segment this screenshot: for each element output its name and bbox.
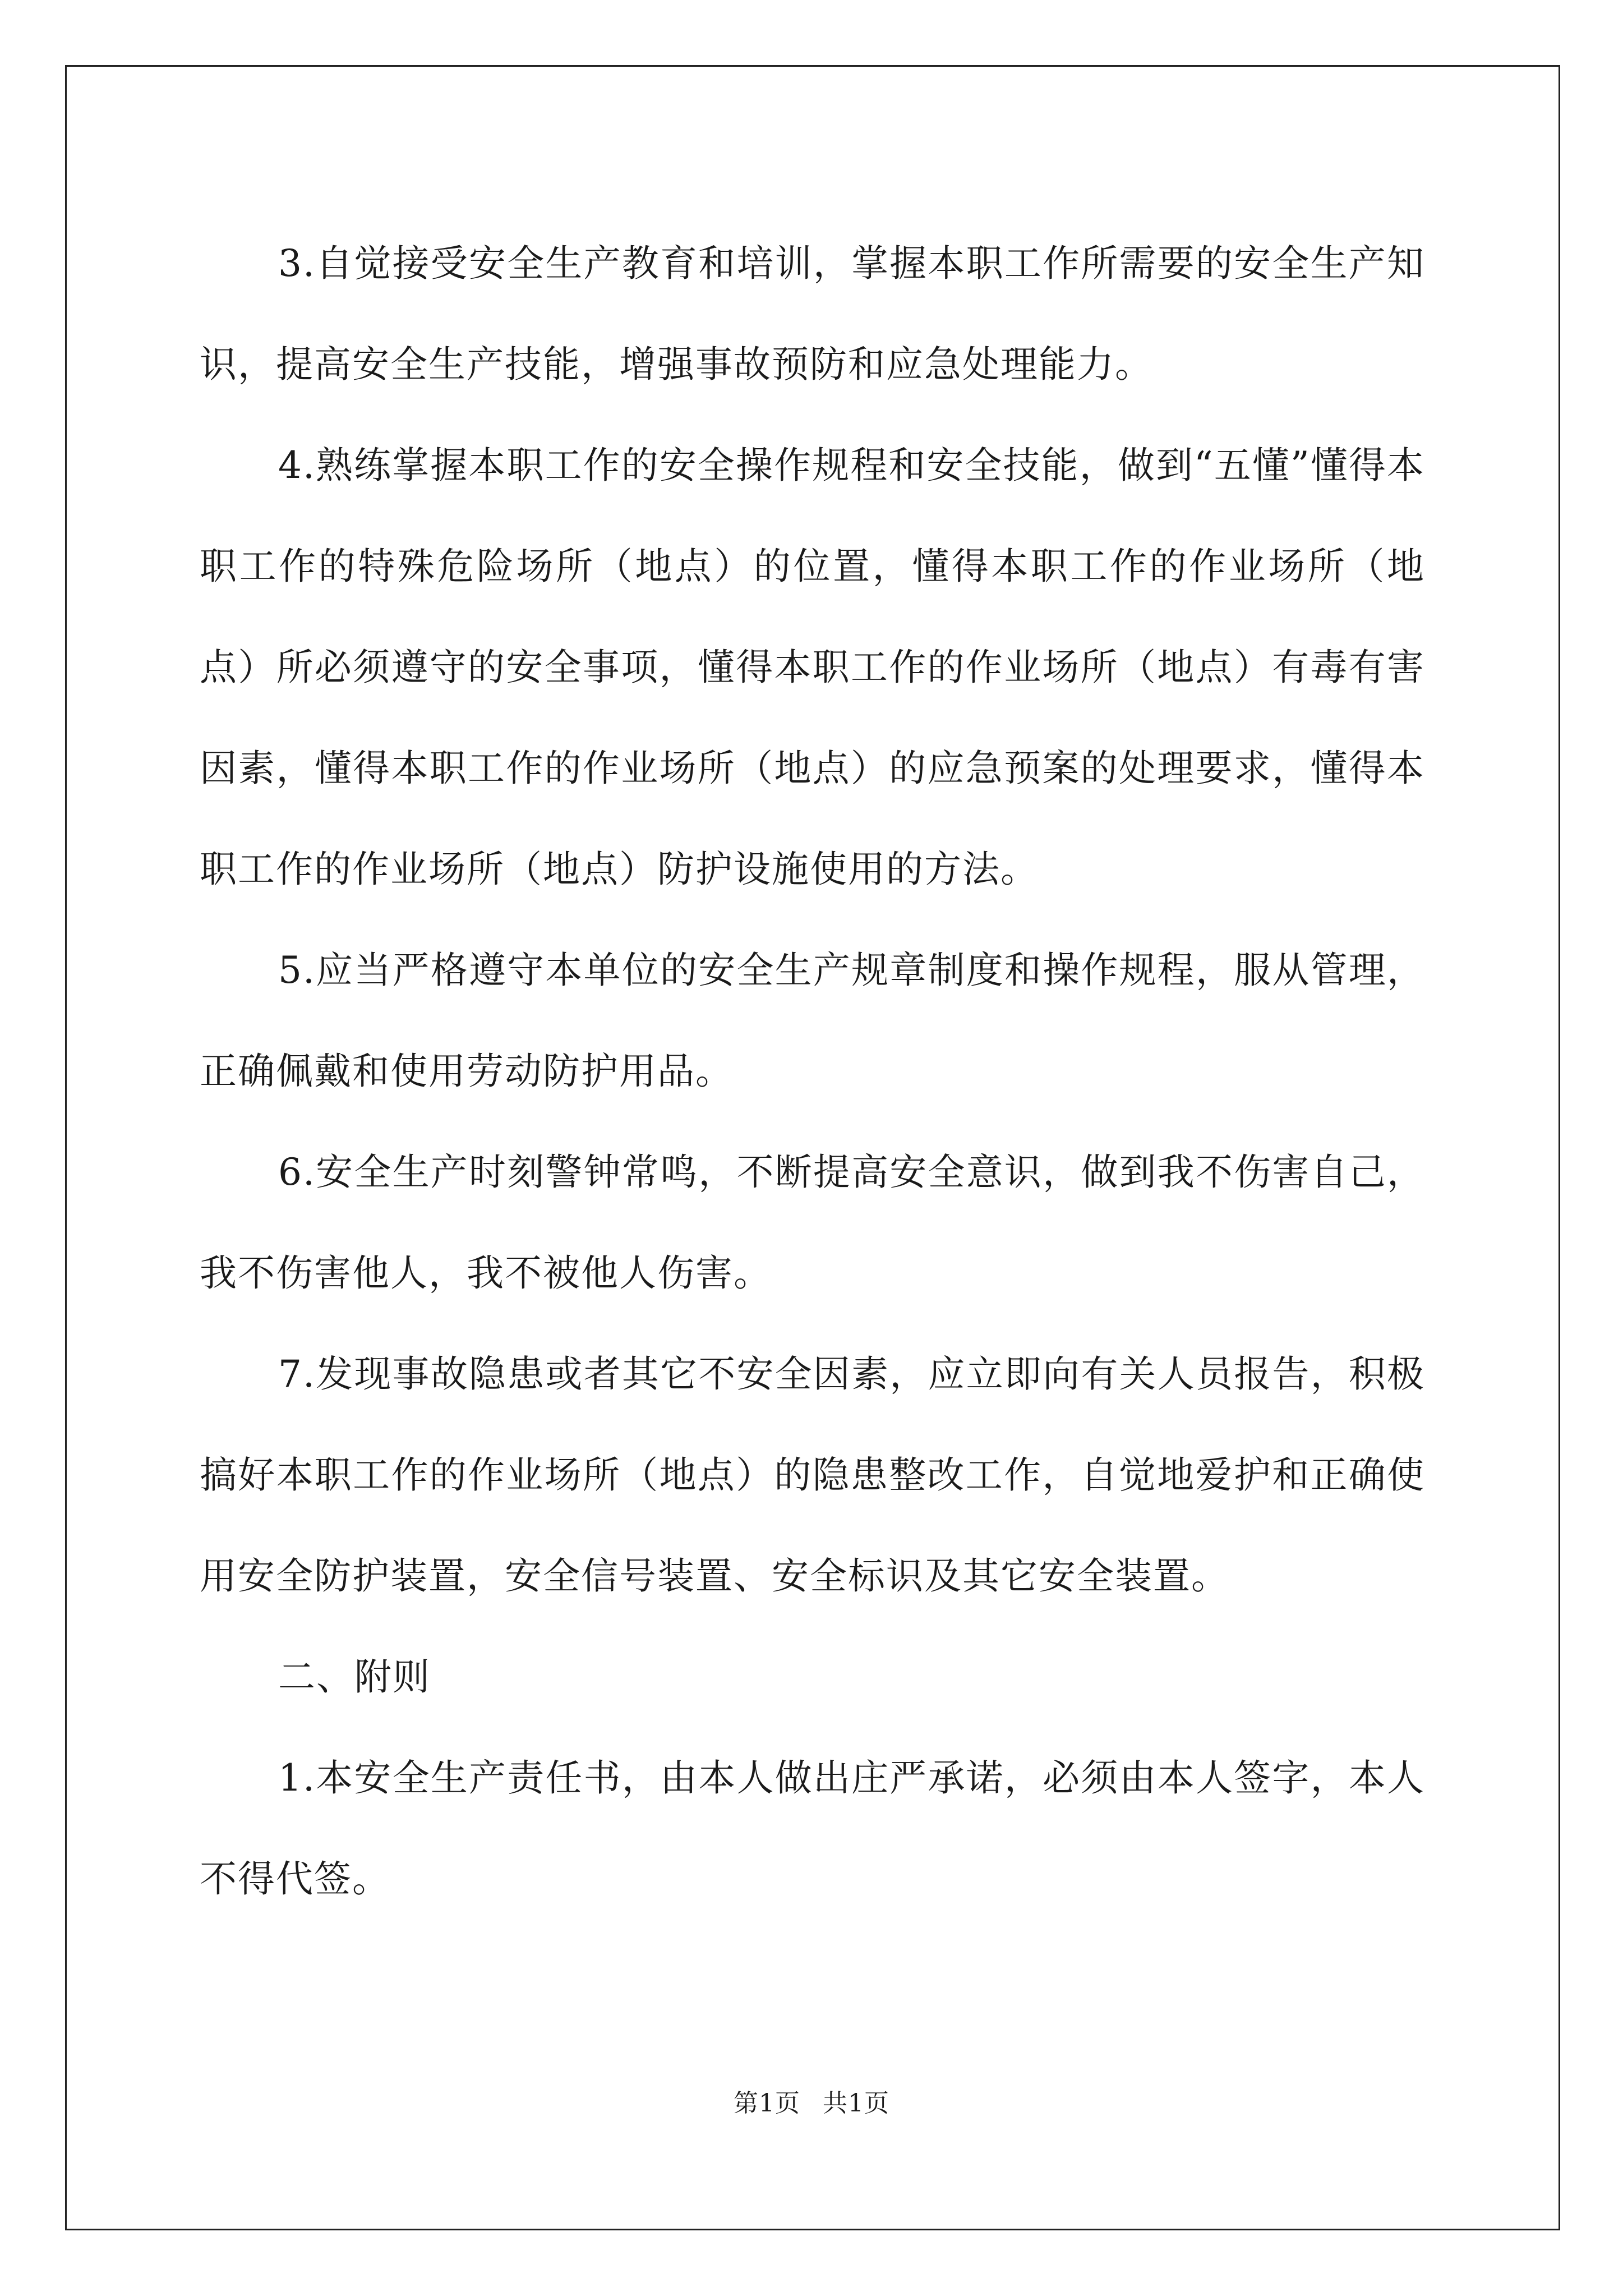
page-number-total: 共1页 [823, 2089, 889, 2118]
paragraph-item-4: 4.熟练掌握本职工作的安全操作规程和安全技能，做到“五懂”懂得本职工作的特殊危险场所（地点）的位置，懂得本职工作的作业场所（地点）所必须遵守的安全事项，懂得本职工作的作业场所（地点）有毒有害因素，懂得本职工作的作业场所（地点）的应急预案的处理要求，懂得本职工作的作业场所（地点）防护设施使用的方法。 [200, 444, 1425, 891]
appendix-item-1: 1.本安全生产责任书，由本人做出庄严承诺，必须由本人签字，本人不得代签。 [200, 1756, 1425, 1901]
section-heading-appendix: 二、附则 [278, 1655, 431, 1699]
paragraph-item-6: 6.安全生产时刻警钟常鸣，不断提高安全意识，做到我不伤害自己，我不伤害他人，我不被他人伤害。 [200, 1151, 1425, 1295]
page-number-current: 第1页 [734, 2089, 800, 2118]
paragraph-item-3: 3.自觉接受安全生产教育和培训，掌握本职工作所需要的安全生产知识，提高安全生产技能，增强事故预防和应急处理能力。 [200, 242, 1425, 386]
paragraph-item-7: 7.发现事故隐患或者其它不安全因素，应立即向有关人员报告，积极搞好本职工作的作业场所（地点）的隐患整改工作，自觉地爱护和正确使用安全防护装置，安全信号装置、安全标识及其它安全装置。 [200, 1352, 1425, 1598]
paragraph-item-5: 5.应当严格遵守本单位的安全生产规章制度和操作规程，服从管理，正确佩戴和使用劳动防护用品。 [200, 949, 1425, 1093]
page-footer [0, 2087, 1623, 2120]
document-body [200, 213, 1425, 1930]
